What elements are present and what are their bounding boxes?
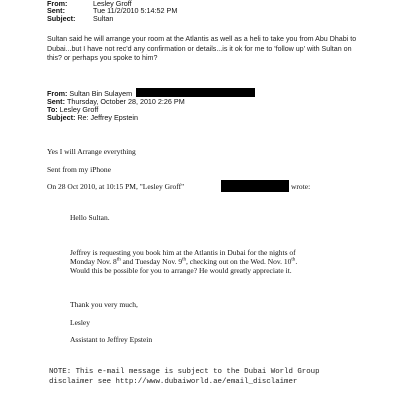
sent-label: Sent: (47, 6, 65, 15)
quote-intro-text: On 28 Oct 2010, at 10:15 PM, "Lesley Groff" (47, 182, 185, 191)
to-label-2: To: (47, 105, 58, 114)
subject-label-2: Subject: (47, 113, 76, 122)
redaction-bar (221, 180, 289, 192)
quoted-thanks: Thank you very much, (70, 300, 138, 309)
from-label: From: (47, 0, 68, 8)
quoted-para-line-3: Would this be possible for you to arrange? He would greatly appreciate it. (70, 266, 292, 275)
from-value: Lesley Groff (93, 0, 132, 8)
sent-label-2: Sent: (47, 97, 65, 106)
disclaimer-note (49, 367, 320, 387)
to-value-2: Lesley Groff (59, 105, 99, 114)
from-value-2: Sultan Bin Sulayem (69, 89, 133, 98)
subject-value-2: Re: Jeffrey Epstein (77, 113, 138, 122)
quote-wrote: wrote: (291, 182, 311, 191)
subject-value: Sultan (93, 14, 114, 23)
disclaimer-line-2: disclaimer see http://www.dubaiworld.ae/email_disclaimer (49, 378, 298, 386)
from-label-2: From: (47, 89, 68, 98)
quoted-name: Lesley (70, 318, 90, 327)
quoted-greeting: Hello Sultan. (70, 213, 110, 222)
first-message-body: Sultan said he will arrange your room at the Atlantis as well as a heli to take you from Abu Dhabi to Dubai...but I have not rec'd any confirmation or details...is it ok for me to 'follow up' with Sultan on this? or perhaps you spoke to him? (47, 35, 357, 62)
quoted-para-line-2: Monday Nov. 8th and Tuesday Nov. 9th, checking out on the Wed. Nov. 10th. (70, 257, 298, 266)
signature-line: Sent from my iPhone (47, 165, 111, 174)
subject-row (47, 15, 113, 23)
quoted-para-line-1: Jeffrey is requesting you book him at the Atlantis in Dubai for the nights of (70, 248, 296, 257)
reply-line: Yes I will Arrange everything (47, 147, 136, 156)
disclaimer-line-1: NOTE: This e-mail message is subject to the Dubai World Group (49, 368, 320, 376)
quoted-role: Assistant to Jeffrey Epstein (70, 335, 153, 344)
sent-value: Tue 11/2/2010 5:14:52 PM (93, 6, 178, 15)
subject-label: Subject: (47, 14, 76, 23)
redaction-bar (136, 88, 255, 97)
subject-row-2 (47, 114, 138, 122)
sent-value-2: Thursday, October 28, 2010 2:26 PM (66, 97, 185, 106)
quote-intro (47, 182, 184, 191)
